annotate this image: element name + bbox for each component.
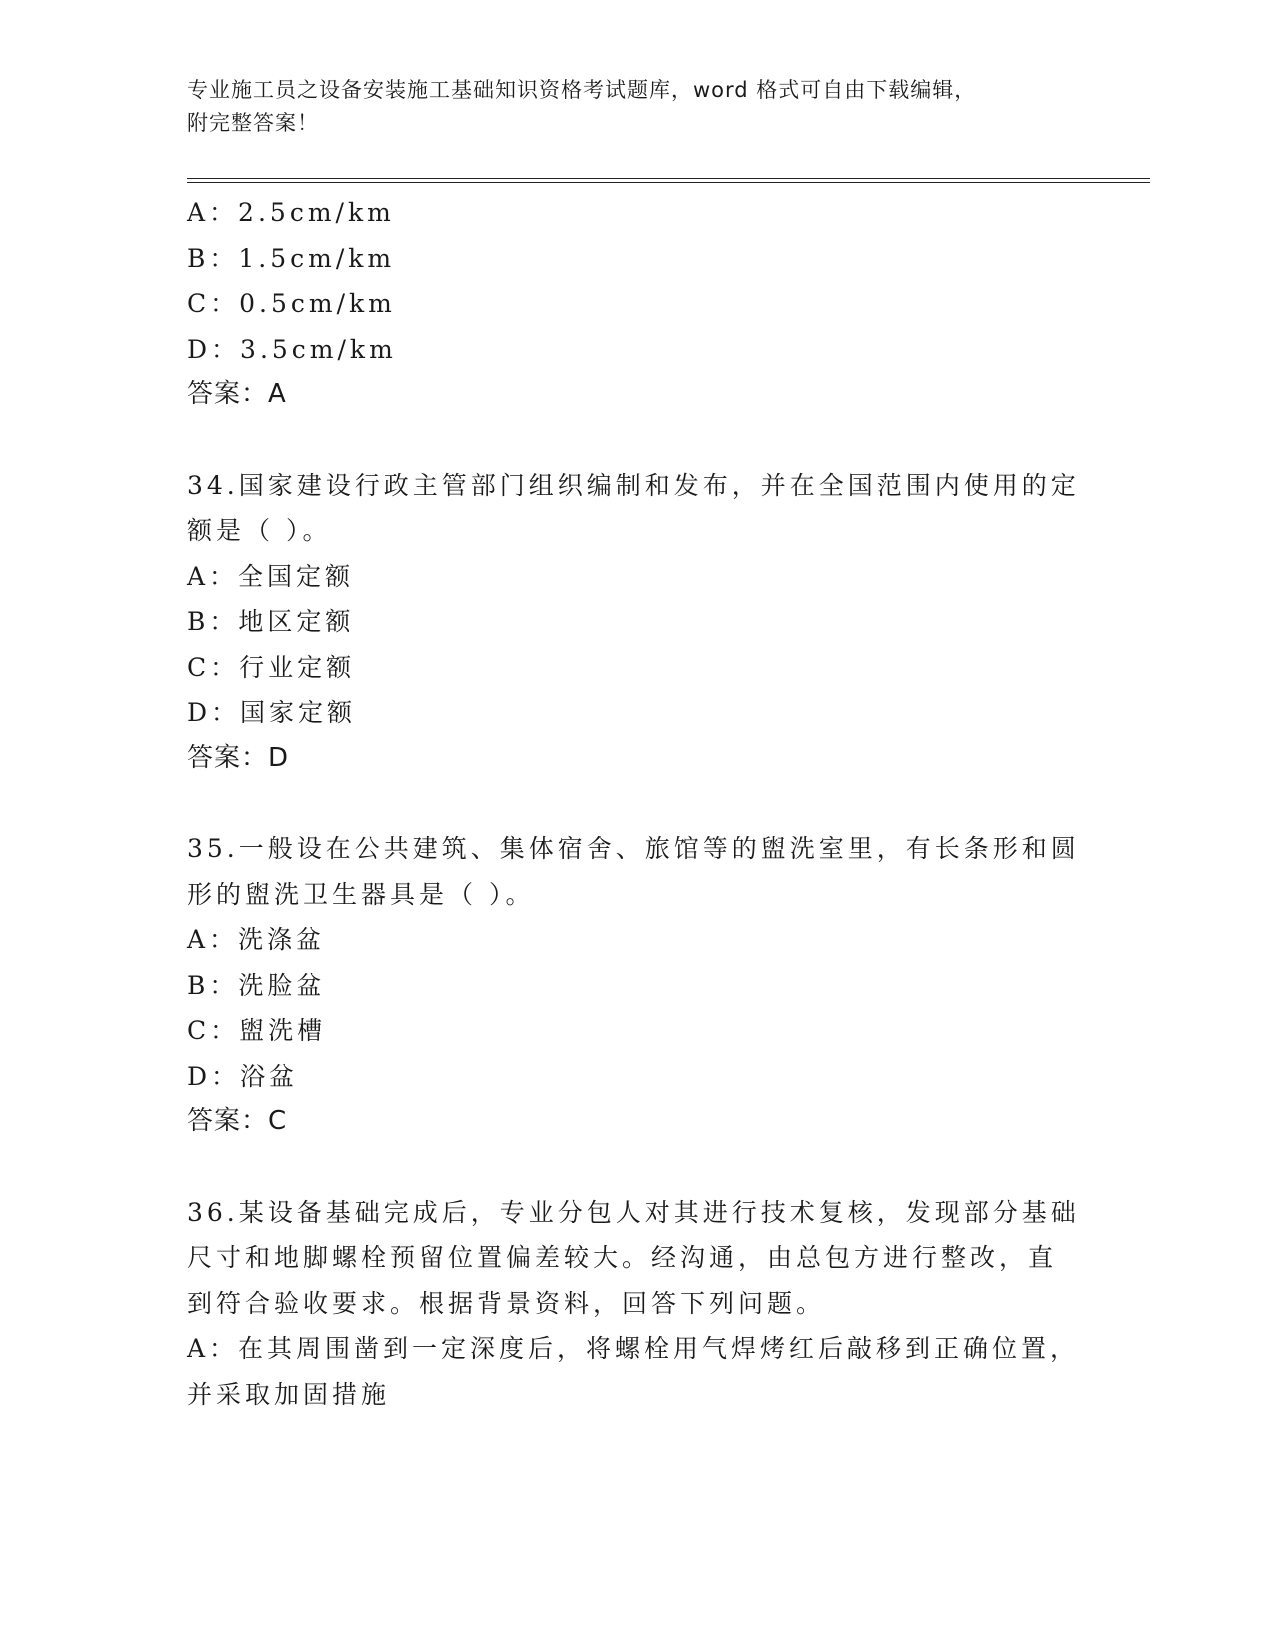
question-stem-line: 尺寸和地脚螺栓预留位置偏差较大。经沟通，由总包方进行整改，直: [187, 1243, 1058, 1272]
option-c: C：0.5cm/km: [187, 289, 396, 318]
option-c: C：盥洗槽: [187, 1016, 327, 1045]
header-divider-bottom: [187, 182, 1150, 183]
spacer: [187, 418, 1067, 463]
option-c: C：行业定额: [187, 652, 356, 682]
question-34: [187, 463, 1080, 782]
answer-line: 答案：A: [187, 379, 287, 409]
option-b: B：洗脸盆: [187, 970, 326, 1000]
document-header: [187, 74, 1067, 140]
header-line-2: 附完整答案！: [187, 111, 319, 135]
option-b: B：1.5cm/km: [187, 243, 396, 273]
option-d: D：国家定额: [187, 698, 357, 727]
question-stem-line: 形的盥洗卫生器具是（ ）。: [187, 879, 535, 909]
question-33: [187, 190, 1067, 418]
question-35: [187, 826, 1080, 1145]
option-a: A：在其周围凿到一定深度后，将螺栓用气焊烤红后敲移到正确位置，: [187, 1334, 1080, 1363]
question-36: [187, 1190, 1080, 1418]
option-a: A：洗涤盆: [187, 925, 326, 954]
option-b: B：地区定额: [187, 607, 355, 636]
answer-line: 答案：C: [187, 1106, 288, 1136]
header-divider-top: [187, 178, 1150, 179]
option-a: A：2.5cm/km: [187, 198, 395, 227]
option-a-continued: 并采取加固措施: [187, 1379, 391, 1409]
option-d: D：浴盆: [187, 1061, 299, 1091]
question-stem-line: 34.国家建设行政主管部门组织编制和发布，并在全国范围内使用的定: [187, 470, 1080, 500]
question-stem-line: 到符合验收要求。根据背景资料，回答下列问题。: [187, 1288, 826, 1318]
header-line-1: 专业施工员之设备安装施工基础知识资格考试题库，word 格式可自由下载编辑，: [187, 78, 977, 102]
spacer: [187, 1145, 1067, 1190]
question-content: [187, 190, 1080, 1417]
question-stem-line: 额是（ ）。: [187, 516, 332, 545]
question-stem-line: 36.某设备基础完成后，专业分包人对其进行技术复核，发现部分基础: [187, 1197, 1080, 1227]
spacer: [187, 781, 1067, 826]
option-a: A：全国定额: [187, 561, 355, 591]
question-stem-line: 35.一般设在公共建筑、集体宿舍、旅馆等的盥洗室里，有长条形和圆: [187, 834, 1080, 863]
answer-line: 答案：D: [187, 742, 290, 773]
option-d: D：3.5cm/km: [187, 334, 397, 364]
